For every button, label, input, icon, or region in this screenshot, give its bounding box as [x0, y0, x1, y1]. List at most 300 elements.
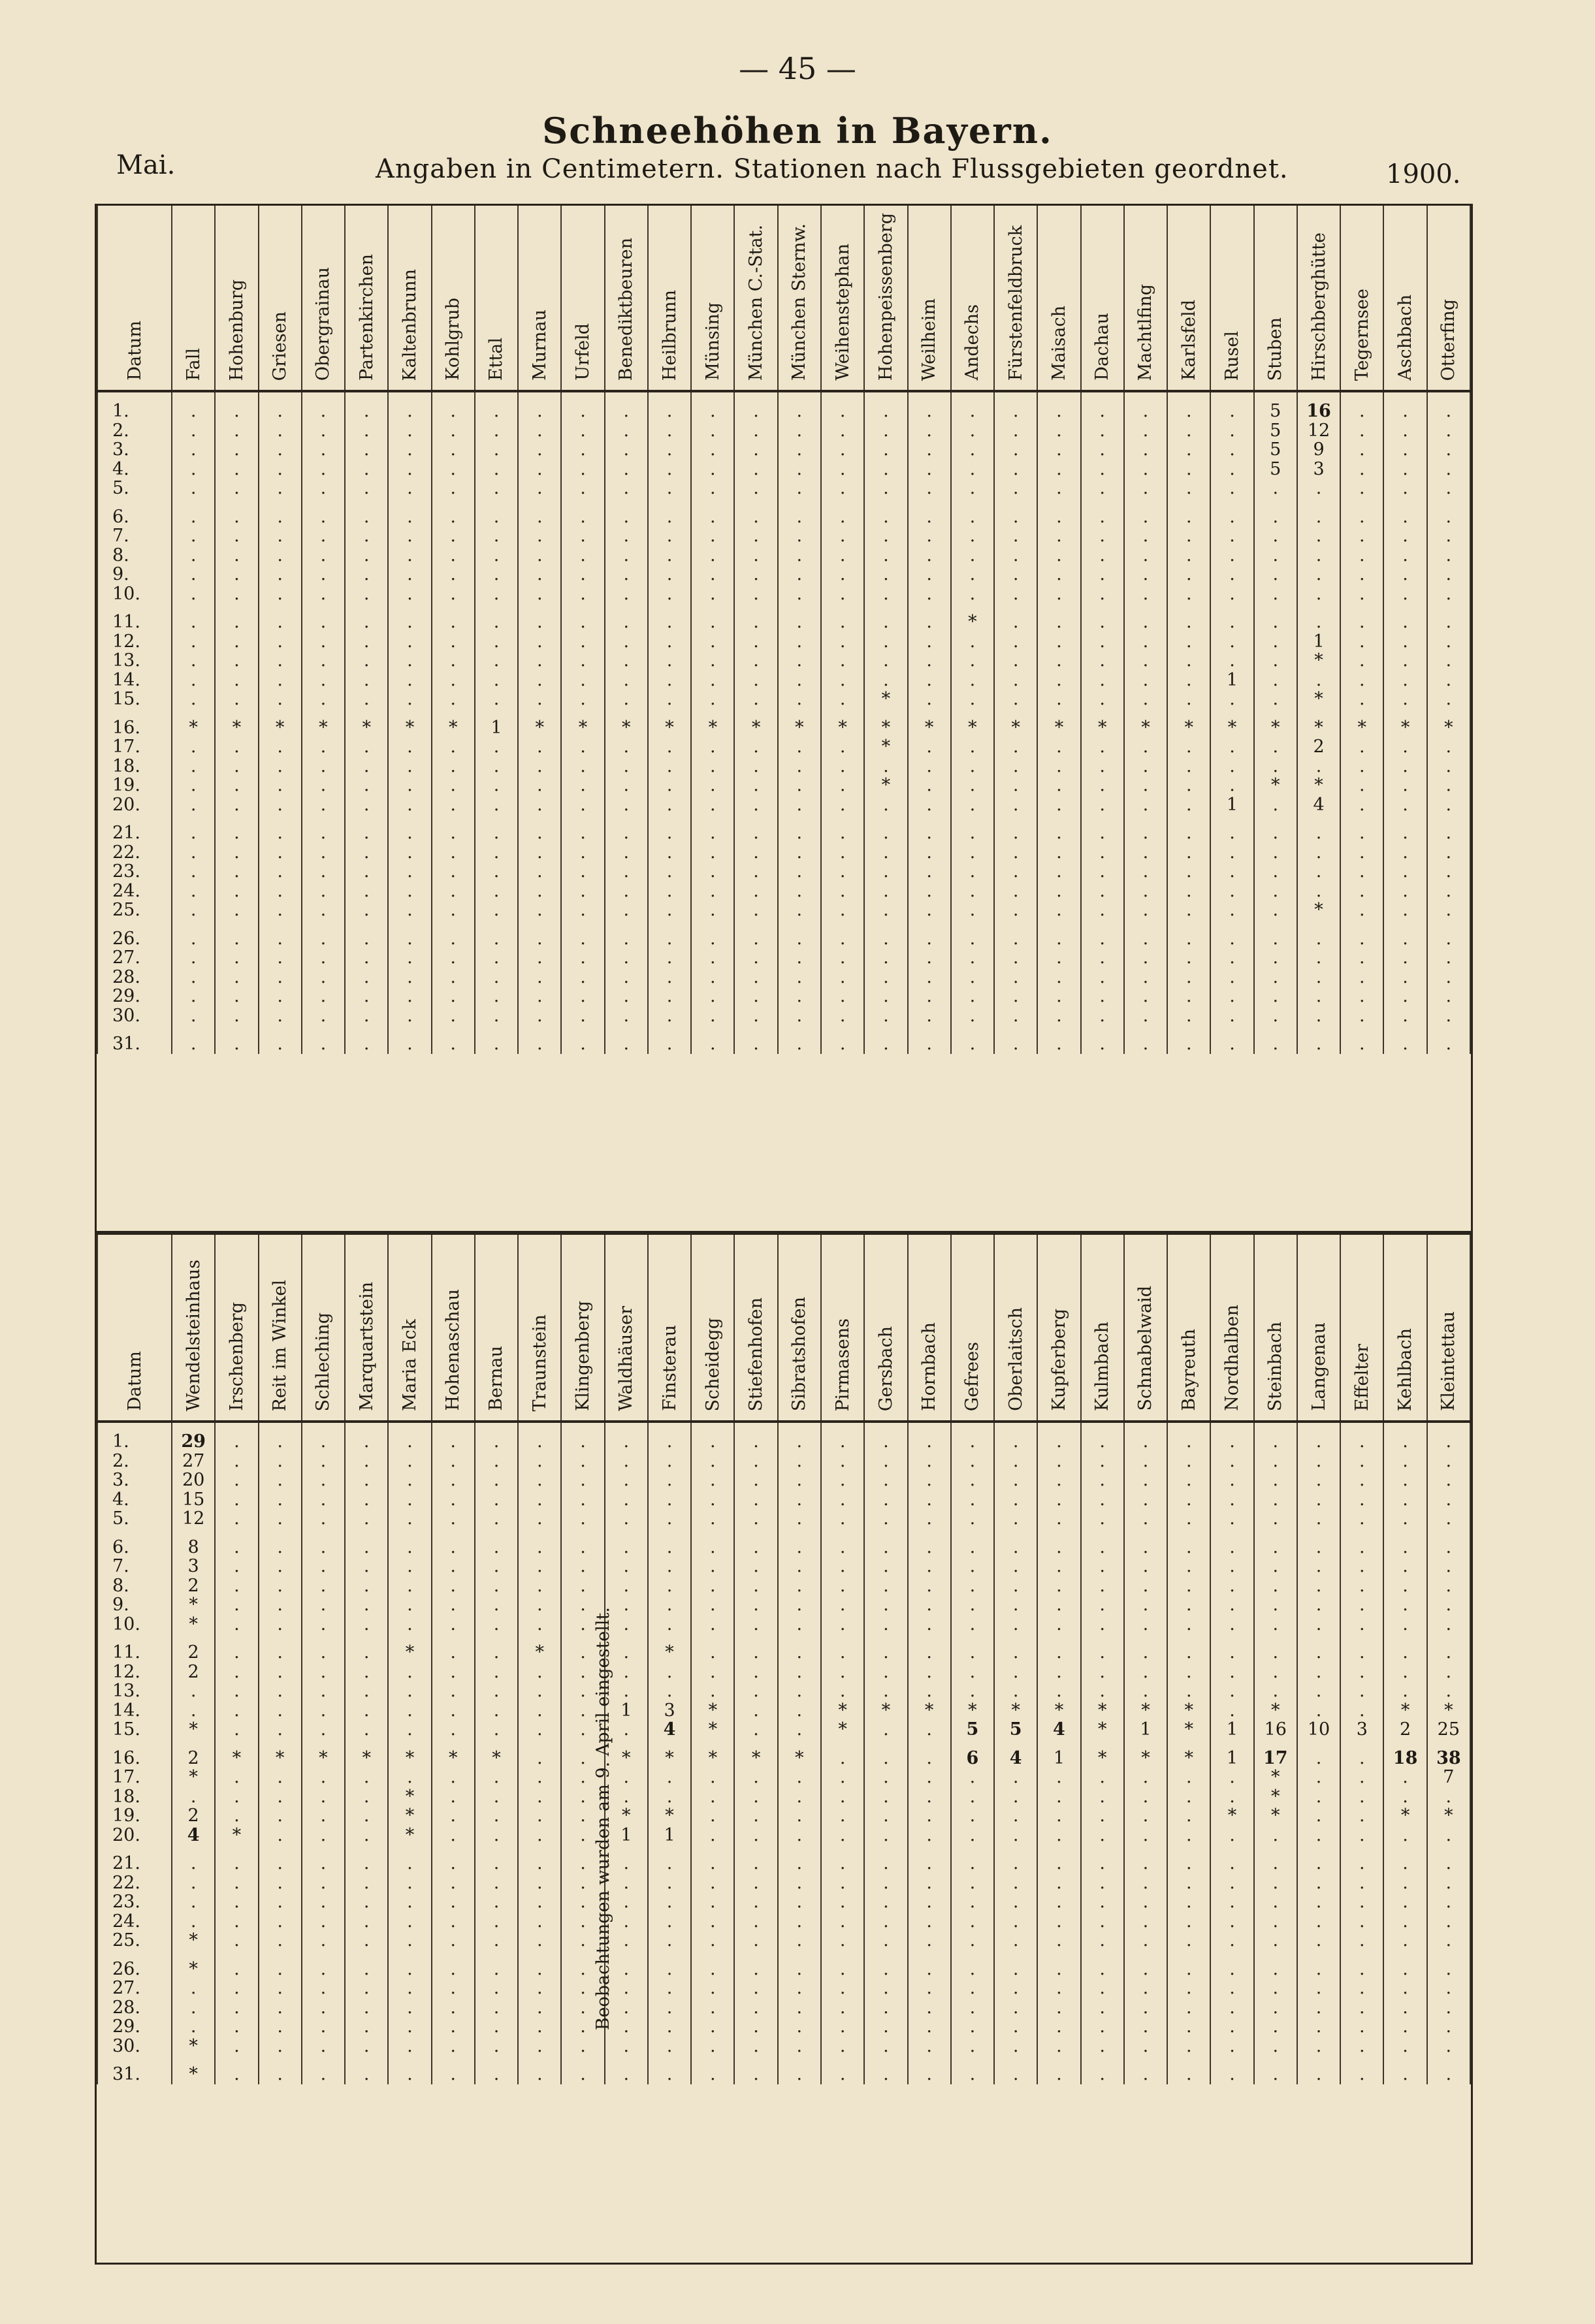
- empty-cell-dot: .: [1056, 1034, 1062, 1054]
- empty-cell-dot: .: [1099, 420, 1105, 441]
- empty-cell-dot: .: [1445, 823, 1452, 843]
- empty-cell-dot: .: [1272, 794, 1279, 815]
- empty-cell-dot: .: [1229, 1958, 1235, 1979]
- empty-cell-dot: .: [666, 1556, 673, 1576]
- empty-cell-dot: .: [883, 1614, 889, 1634]
- empty-cell-dot: .: [450, 545, 457, 565]
- empty-cell-dot: .: [277, 1786, 283, 1807]
- empty-cell-dot: .: [493, 1595, 500, 1615]
- empty-cell-dot: .: [839, 1958, 846, 1979]
- empty-cell-dot: .: [1315, 756, 1322, 776]
- empty-cell-dot: .: [666, 650, 673, 671]
- empty-cell-dot: .: [1099, 1536, 1105, 1557]
- date-cell: 11.: [112, 1642, 140, 1663]
- value-cell: *: [838, 1700, 847, 1721]
- empty-cell-dot: .: [234, 1700, 240, 1721]
- empty-cell-dot: .: [666, 1661, 673, 1682]
- empty-cell-dot: .: [277, 1642, 283, 1663]
- empty-cell-dot: .: [623, 2016, 630, 2037]
- empty-cell-dot: .: [450, 1997, 457, 2018]
- empty-cell-dot: .: [1056, 401, 1062, 421]
- empty-cell-dot: .: [1315, 1575, 1322, 1596]
- value-cell: 5: [1270, 420, 1281, 441]
- empty-cell-dot: .: [234, 1508, 240, 1529]
- station-header-muensing: Münsing: [702, 302, 723, 381]
- empty-cell-dot: .: [623, 1853, 630, 1873]
- empty-cell-dot: .: [1402, 1470, 1408, 1490]
- empty-cell-dot: .: [450, 1719, 457, 1740]
- empty-cell-dot: .: [883, 1767, 889, 1787]
- value-cell: 2: [187, 1806, 199, 1826]
- empty-cell-dot: .: [234, 775, 240, 795]
- empty-cell-dot: .: [1445, 1786, 1452, 1807]
- empty-cell-dot: .: [1315, 1470, 1322, 1490]
- empty-cell-dot: .: [753, 842, 759, 863]
- empty-cell-dot: .: [883, 986, 889, 1006]
- empty-cell-dot: .: [363, 756, 370, 776]
- empty-cell-dot: .: [796, 756, 803, 776]
- empty-cell-dot: .: [1185, 545, 1192, 565]
- empty-cell-dot: .: [1445, 439, 1452, 460]
- empty-cell-dot: .: [1142, 1489, 1149, 1510]
- empty-cell-dot: .: [839, 2016, 846, 2037]
- value-cell: 4: [1053, 1719, 1065, 1740]
- empty-cell-dot: .: [753, 1536, 759, 1557]
- empty-cell-dot: .: [277, 928, 283, 949]
- empty-cell-dot: .: [710, 775, 716, 795]
- empty-cell-dot: .: [363, 1892, 370, 1912]
- empty-cell-dot: .: [580, 1536, 586, 1557]
- empty-cell-dot: .: [1012, 564, 1019, 584]
- value-cell: *: [1227, 1806, 1237, 1826]
- value-cell: *: [189, 1767, 198, 1787]
- empty-cell-dot: .: [536, 439, 543, 460]
- value-cell: 4: [187, 1824, 200, 1845]
- empty-cell-dot: .: [623, 1930, 630, 1950]
- empty-cell-dot: .: [710, 631, 716, 652]
- empty-cell-dot: .: [839, 1930, 846, 1950]
- date-cell: 31.: [112, 2064, 140, 2084]
- empty-cell-dot: .: [580, 966, 586, 987]
- empty-cell-dot: .: [1142, 1470, 1149, 1490]
- empty-cell-dot: .: [320, 1556, 327, 1576]
- empty-cell-dot: .: [450, 401, 457, 421]
- empty-cell-dot: .: [536, 823, 543, 843]
- empty-cell-dot: .: [234, 1536, 240, 1557]
- empty-cell-dot: .: [623, 900, 630, 920]
- empty-cell-dot: .: [1056, 1556, 1062, 1576]
- empty-cell-dot: .: [580, 1872, 586, 1893]
- empty-cell-dot: .: [710, 2035, 716, 2056]
- empty-cell-dot: .: [536, 1005, 543, 1026]
- empty-cell-dot: .: [1402, 1556, 1408, 1576]
- empty-cell-dot: .: [1445, 1853, 1452, 1873]
- empty-cell-dot: .: [363, 1911, 370, 1932]
- empty-cell-dot: .: [666, 1978, 673, 1998]
- empty-cell-dot: .: [1056, 1958, 1062, 1979]
- empty-cell-dot: .: [277, 420, 283, 441]
- empty-cell-dot: .: [839, 458, 846, 479]
- empty-cell-dot: .: [363, 1930, 370, 1950]
- empty-cell-dot: .: [1445, 2016, 1452, 2037]
- empty-cell-dot: .: [710, 1853, 716, 1873]
- empty-cell-dot: .: [796, 631, 803, 652]
- value-cell: 5: [966, 1719, 979, 1740]
- empty-cell-dot: .: [883, 564, 889, 584]
- value-cell: *: [1271, 1806, 1280, 1826]
- empty-cell-dot: .: [926, 1681, 932, 1701]
- station-header-muenchen-c-stat: München C.-Stat.: [746, 224, 767, 381]
- empty-cell-dot: .: [1272, 526, 1279, 546]
- empty-cell-dot: .: [536, 564, 543, 584]
- empty-cell-dot: .: [1056, 420, 1062, 441]
- empty-cell-dot: .: [1359, 1872, 1365, 1893]
- empty-cell-dot: .: [1359, 439, 1365, 460]
- empty-cell-dot: .: [407, 689, 413, 709]
- empty-cell-dot: .: [883, 900, 889, 920]
- empty-cell-dot: .: [580, 861, 586, 882]
- empty-cell-dot: .: [710, 1431, 716, 1452]
- empty-cell-dot: .: [1229, 1786, 1235, 1807]
- empty-cell-dot: .: [1315, 1661, 1322, 1682]
- empty-cell-dot: .: [580, 794, 586, 815]
- station-header-weihenstephan: Weihenstephan: [832, 244, 853, 381]
- empty-cell-dot: .: [969, 1806, 976, 1826]
- empty-cell-dot: .: [623, 842, 630, 863]
- empty-cell-dot: .: [1229, 900, 1235, 920]
- empty-cell-dot: .: [407, 506, 413, 527]
- empty-cell-dot: .: [883, 1806, 889, 1826]
- empty-cell-dot: .: [450, 1614, 457, 1634]
- empty-cell-dot: .: [1056, 506, 1062, 527]
- date-cell: 3.: [112, 439, 129, 460]
- empty-cell-dot: .: [839, 1911, 846, 1932]
- empty-cell-dot: .: [1445, 1508, 1452, 1529]
- empty-cell-dot: .: [190, 1853, 197, 1873]
- empty-cell-dot: .: [1229, 756, 1235, 776]
- value-cell: *: [1400, 1700, 1410, 1721]
- empty-cell-dot: .: [666, 880, 673, 901]
- empty-cell-dot: .: [277, 1700, 283, 1721]
- empty-cell-dot: .: [710, 1911, 716, 1932]
- empty-cell-dot: .: [1359, 1556, 1365, 1576]
- empty-cell-dot: .: [666, 1911, 673, 1932]
- empty-cell-dot: .: [1185, 1997, 1192, 2018]
- empty-cell-dot: .: [493, 458, 500, 479]
- empty-cell-dot: .: [363, 1470, 370, 1490]
- empty-cell-dot: .: [1142, 2035, 1149, 2056]
- empty-cell-dot: .: [407, 650, 413, 671]
- empty-cell-dot: .: [969, 986, 976, 1006]
- empty-cell-dot: .: [363, 1806, 370, 1826]
- date-cell: 13.: [112, 1681, 140, 1701]
- empty-cell-dot: .: [623, 1719, 630, 1740]
- empty-cell-dot: .: [1099, 583, 1105, 604]
- empty-cell-dot: .: [190, 612, 197, 632]
- value-cell: *: [1054, 1700, 1064, 1721]
- empty-cell-dot: .: [580, 1661, 586, 1682]
- empty-cell-dot: .: [926, 1034, 932, 1054]
- empty-cell-dot: .: [1056, 526, 1062, 546]
- empty-cell-dot: .: [1012, 1614, 1019, 1634]
- empty-cell-dot: .: [493, 737, 500, 757]
- empty-cell-dot: .: [1185, 401, 1192, 421]
- empty-cell-dot: .: [277, 650, 283, 671]
- empty-cell-dot: .: [1099, 794, 1105, 815]
- empty-cell-dot: .: [926, 1431, 932, 1452]
- empty-cell-dot: .: [1315, 1556, 1322, 1576]
- value-cell: *: [405, 1642, 415, 1663]
- value-cell: *: [708, 717, 718, 738]
- empty-cell-dot: .: [1012, 2035, 1019, 2056]
- empty-cell-dot: .: [493, 689, 500, 709]
- empty-cell-dot: .: [1315, 583, 1322, 604]
- empty-cell-dot: .: [1056, 1911, 1062, 1932]
- empty-cell-dot: .: [1012, 1661, 1019, 1682]
- date-cell: 29.: [112, 2016, 140, 2037]
- date-cell: 4.: [112, 458, 129, 479]
- empty-cell-dot: .: [796, 1575, 803, 1596]
- empty-cell-dot: .: [796, 669, 803, 690]
- empty-cell-dot: .: [1229, 526, 1235, 546]
- empty-cell-dot: .: [580, 1719, 586, 1740]
- empty-cell-dot: .: [666, 928, 673, 949]
- empty-cell-dot: .: [1012, 439, 1019, 460]
- empty-cell-dot: .: [839, 1614, 846, 1634]
- empty-cell-dot: .: [623, 564, 630, 584]
- empty-cell-dot: .: [969, 947, 976, 968]
- empty-cell-dot: .: [1359, 823, 1365, 843]
- empty-cell-dot: .: [710, 669, 716, 690]
- empty-cell-dot: .: [1402, 1595, 1408, 1615]
- empty-cell-dot: .: [666, 2016, 673, 2037]
- empty-cell-dot: .: [666, 545, 673, 565]
- empty-cell-dot: .: [623, 966, 630, 987]
- value-cell: *: [275, 1747, 285, 1768]
- empty-cell-dot: .: [1359, 1930, 1365, 1950]
- empty-cell-dot: .: [1272, 1930, 1279, 1950]
- empty-cell-dot: .: [666, 1005, 673, 1026]
- value-cell: 7: [1443, 1767, 1455, 1787]
- empty-cell-dot: .: [277, 986, 283, 1006]
- value-cell: *: [405, 1806, 415, 1826]
- empty-cell-dot: .: [1099, 1853, 1105, 1873]
- empty-cell-dot: .: [883, 439, 889, 460]
- empty-cell-dot: .: [277, 947, 283, 968]
- station-header-bernau: Bernau: [486, 1346, 507, 1411]
- empty-cell-dot: .: [536, 1681, 543, 1701]
- empty-cell-dot: .: [493, 1005, 500, 1026]
- value-cell: 6: [966, 1747, 979, 1768]
- empty-cell-dot: .: [1185, 1508, 1192, 1529]
- empty-cell-dot: .: [926, 842, 932, 863]
- station-header-fall: Fall: [183, 347, 204, 381]
- empty-cell-dot: .: [450, 1958, 457, 1979]
- empty-cell-dot: .: [277, 1892, 283, 1912]
- empty-cell-dot: .: [277, 583, 283, 604]
- empty-cell-dot: .: [234, 947, 240, 968]
- empty-cell-dot: .: [320, 1806, 327, 1826]
- empty-cell-dot: .: [234, 1556, 240, 1576]
- empty-cell-dot: .: [1359, 1767, 1365, 1787]
- empty-cell-dot: .: [1402, 1034, 1408, 1054]
- empty-cell-dot: .: [666, 1681, 673, 1701]
- value-cell: *: [795, 717, 804, 738]
- empty-cell-dot: .: [234, 564, 240, 584]
- station-header-finsterau: Finsterau: [659, 1325, 680, 1411]
- empty-cell-dot: .: [1359, 1450, 1365, 1471]
- empty-cell-dot: .: [536, 526, 543, 546]
- empty-cell-dot: .: [969, 1681, 976, 1701]
- empty-cell-dot: .: [493, 1661, 500, 1682]
- empty-cell-dot: .: [1402, 1681, 1408, 1701]
- value-cell: *: [881, 775, 891, 795]
- empty-cell-dot: .: [969, 775, 976, 795]
- empty-cell-dot: .: [1272, 2064, 1279, 2084]
- empty-cell-dot: .: [623, 1556, 630, 1576]
- empty-cell-dot: .: [1402, 2016, 1408, 2037]
- empty-cell-dot: .: [1142, 1005, 1149, 1026]
- empty-cell-dot: .: [1272, 478, 1279, 498]
- empty-cell-dot: .: [450, 900, 457, 920]
- empty-cell-dot: .: [1229, 506, 1235, 527]
- empty-cell-dot: .: [623, 1786, 630, 1807]
- empty-cell-dot: .: [753, 2016, 759, 2037]
- empty-cell-dot: .: [666, 1614, 673, 1634]
- empty-cell-dot: .: [1402, 1005, 1408, 1026]
- empty-cell-dot: .: [1012, 420, 1019, 441]
- value-cell: *: [1314, 650, 1323, 671]
- empty-cell-dot: .: [234, 737, 240, 757]
- empty-cell-dot: .: [1402, 1958, 1408, 1979]
- empty-cell-dot: .: [277, 737, 283, 757]
- station-header-scheidegg: Scheidegg: [702, 1317, 723, 1411]
- empty-cell-dot: .: [363, 1508, 370, 1529]
- empty-cell-dot: .: [1402, 1450, 1408, 1471]
- empty-cell-dot: .: [320, 966, 327, 987]
- empty-cell-dot: .: [580, 478, 586, 498]
- empty-cell-dot: .: [1272, 1450, 1279, 1471]
- empty-cell-dot: .: [536, 1997, 543, 2018]
- empty-cell-dot: .: [710, 650, 716, 671]
- empty-cell-dot: .: [450, 1853, 457, 1873]
- empty-cell-dot: .: [623, 583, 630, 604]
- empty-cell-dot: .: [710, 458, 716, 479]
- empty-cell-dot: .: [926, 775, 932, 795]
- empty-cell-dot: .: [1185, 2035, 1192, 2056]
- empty-cell-dot: .: [839, 650, 846, 671]
- empty-cell-dot: .: [536, 1450, 543, 1471]
- value-cell: 1: [1226, 1719, 1238, 1740]
- date-cell: 5.: [112, 1508, 129, 1529]
- empty-cell-dot: .: [1185, 439, 1192, 460]
- date-cell: 9.: [112, 1595, 129, 1615]
- empty-cell-dot: .: [1402, 689, 1408, 709]
- empty-cell-dot: .: [969, 669, 976, 690]
- empty-cell-dot: .: [320, 612, 327, 632]
- empty-cell-dot: .: [320, 583, 327, 604]
- empty-cell-dot: .: [407, 583, 413, 604]
- empty-cell-dot: .: [1185, 689, 1192, 709]
- empty-cell-dot: .: [1445, 506, 1452, 527]
- empty-cell-dot: .: [190, 1786, 197, 1807]
- empty-cell-dot: .: [1315, 545, 1322, 565]
- empty-cell-dot: .: [277, 861, 283, 882]
- empty-cell-dot: .: [969, 1489, 976, 1510]
- empty-cell-dot: .: [363, 1767, 370, 1787]
- empty-cell-dot: .: [623, 794, 630, 815]
- empty-cell-dot: .: [753, 1911, 759, 1932]
- empty-cell-dot: .: [969, 439, 976, 460]
- empty-cell-dot: .: [277, 1450, 283, 1471]
- empty-cell-dot: .: [450, 1642, 457, 1663]
- empty-cell-dot: .: [234, 823, 240, 843]
- empty-cell-dot: .: [753, 1005, 759, 1026]
- empty-cell-dot: .: [1012, 1508, 1019, 1529]
- empty-cell-dot: .: [1272, 650, 1279, 671]
- empty-cell-dot: .: [1315, 928, 1322, 949]
- empty-cell-dot: .: [1229, 1997, 1235, 2018]
- empty-cell-dot: .: [969, 526, 976, 546]
- empty-cell-dot: .: [407, 545, 413, 565]
- empty-cell-dot: .: [277, 1575, 283, 1596]
- empty-cell-dot: .: [1445, 1595, 1452, 1615]
- empty-cell-dot: .: [320, 1005, 327, 1026]
- empty-cell-dot: .: [1056, 900, 1062, 920]
- value-cell: 3: [664, 1700, 675, 1721]
- empty-cell-dot: .: [666, 1470, 673, 1490]
- empty-cell-dot: .: [969, 823, 976, 843]
- empty-cell-dot: .: [1142, 401, 1149, 421]
- empty-cell-dot: .: [1359, 1536, 1365, 1557]
- empty-cell-dot: .: [1402, 1853, 1408, 1873]
- empty-cell-dot: .: [1359, 1489, 1365, 1510]
- empty-cell-dot: .: [839, 401, 846, 421]
- empty-cell-dot: .: [1315, 1642, 1322, 1663]
- empty-cell-dot: .: [1229, 1556, 1235, 1576]
- station-header-klingenberg: Klingenberg: [573, 1301, 594, 1411]
- empty-cell-dot: .: [580, 928, 586, 949]
- empty-cell-dot: .: [363, 439, 370, 460]
- empty-cell-dot: .: [536, 947, 543, 968]
- station-header-karlsfeld: Karlsfeld: [1178, 300, 1199, 381]
- station-header-partenkirchen: Partenkirchen: [356, 254, 377, 381]
- empty-cell-dot: .: [234, 1681, 240, 1701]
- empty-cell-dot: .: [753, 1767, 759, 1787]
- empty-cell-dot: .: [1359, 2035, 1365, 2056]
- empty-cell-dot: .: [1142, 823, 1149, 843]
- empty-cell-dot: .: [1099, 1892, 1105, 1912]
- empty-cell-dot: .: [450, 1661, 457, 1682]
- empty-cell-dot: .: [450, 650, 457, 671]
- empty-cell-dot: .: [1402, 1997, 1408, 2018]
- empty-cell-dot: .: [710, 1470, 716, 1490]
- empty-cell-dot: .: [710, 737, 716, 757]
- station-header-weilheim: Weilheim: [919, 298, 940, 381]
- empty-cell-dot: .: [450, 526, 457, 546]
- empty-cell-dot: .: [1142, 1431, 1149, 1452]
- date-cell: 7.: [112, 526, 129, 546]
- empty-cell-dot: .: [1099, 1595, 1105, 1615]
- empty-cell-dot: .: [623, 650, 630, 671]
- empty-cell-dot: .: [623, 775, 630, 795]
- empty-cell-dot: .: [450, 794, 457, 815]
- empty-cell-dot: .: [796, 401, 803, 421]
- empty-cell-dot: .: [1315, 1930, 1322, 1950]
- empty-cell-dot: .: [536, 1806, 543, 1826]
- value-cell: *: [362, 1747, 371, 1768]
- empty-cell-dot: .: [1099, 842, 1105, 863]
